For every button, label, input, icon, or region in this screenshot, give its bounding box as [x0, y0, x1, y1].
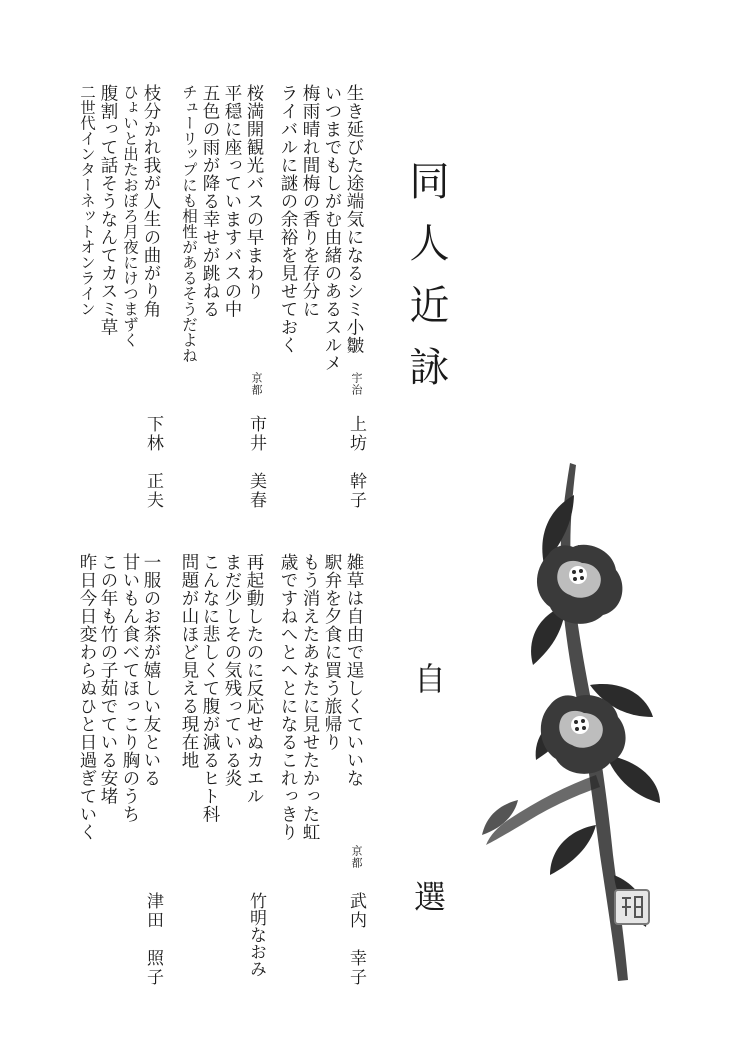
poem-line: 二世代インターネットオンライン	[78, 84, 96, 317]
poem-line: もう消えたあなたに見せたかった虹	[300, 553, 320, 841]
poet-name: 市井 美春	[246, 415, 266, 510]
poet-region: 宇治	[350, 372, 363, 396]
page-title: 同人近詠	[403, 160, 449, 408]
poem-line: 問題が山ほど見える現在地	[179, 553, 199, 769]
poem-line: ライバルに謎の余裕を見せておく	[278, 84, 298, 354]
poem-line: こんなに悲しくて腹が減るヒト科	[200, 553, 220, 823]
poem-line: 枝分かれ我が人生の曲がり角	[141, 84, 161, 318]
poem-line: この年も竹の子茹でている安堵	[98, 553, 118, 805]
poem-line: 一服のお茶が嬉しい友といる	[141, 553, 161, 787]
poem-line: いつまでもしがむ由緒のあるスルメ	[322, 84, 342, 372]
poem-line: 五色の雨が降る幸せが跳ねる	[200, 84, 220, 318]
poem-line: 腹割って話そうなんてカスミ草	[98, 84, 118, 336]
poet-region: 京都	[350, 845, 363, 869]
poem-line: 再起動したのに反応せぬカエル	[244, 553, 264, 805]
poet-region: 京都	[250, 372, 263, 396]
poem-line: 歳ですねへとへとになるこれっきり	[278, 553, 298, 841]
poem-line: 梅雨晴れ間梅の香りを存分に	[300, 84, 320, 318]
poet-name: 武内 幸子	[346, 892, 366, 987]
poem-line: 桜満開観光バスの早まわり	[244, 84, 264, 300]
poem-line: 甘いもん食べてほっこり胸のうち	[120, 553, 140, 823]
poet-name: 上坊 幹子	[346, 415, 366, 510]
artist-seal-icon	[613, 888, 651, 926]
subtitle-sen: 選	[409, 880, 447, 912]
poem-line: ひょいと出たおぼろ月夜にけつまずく	[121, 84, 139, 348]
poem-line: 昨日今日変わらぬひと日過ぎていく	[77, 553, 97, 841]
subtitle-ji: 自	[409, 662, 447, 694]
poem-line: 雑草は自由で逞しくていいな	[344, 553, 364, 787]
poem-line: 駅弁を夕食に買う旅帰り	[322, 553, 342, 751]
poet-name: 竹明なおみ	[246, 892, 266, 977]
poem-line: 平穏に座っていますバスの中	[222, 84, 242, 318]
poem-line: 生き延びた途端気になるシミ小皺	[344, 84, 364, 354]
poet-name: 津田 照子	[143, 892, 163, 987]
poem-line: まだ少しその気残っている炎	[222, 553, 242, 787]
poet-name: 下林 正夫	[143, 415, 163, 510]
poem-line: チューリップにも相性があるそうだよね	[180, 84, 198, 363]
